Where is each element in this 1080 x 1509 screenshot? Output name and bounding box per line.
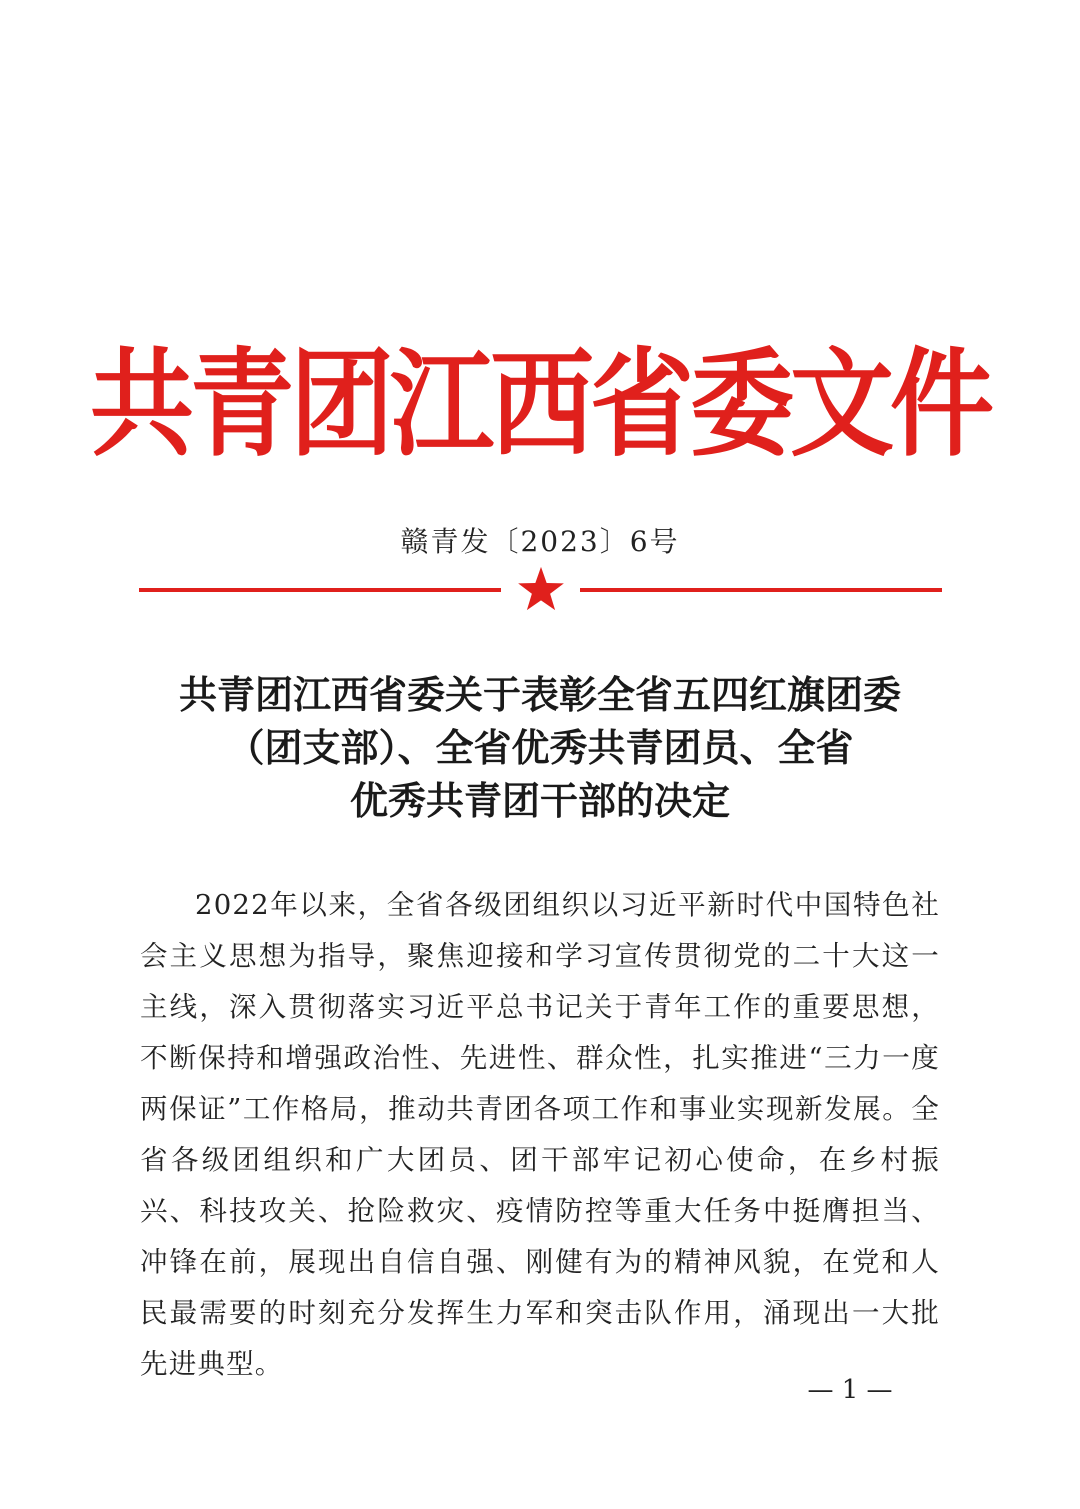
title-line: 优秀共青团干部的决定: [349, 778, 730, 823]
red-star-icon: [517, 565, 565, 613]
body-paragraph: 2022年以来，全省各级团组织以习近平新时代中国特色社会主义思想为指导，聚焦迎接和学习宣传贯彻党的二十大这一主线，深入贯彻落实习近平总书记关于青年工作的重要思想，不断保持和增强政治性、先进性、群众性，扎实推进“三力一度两保证”工作格局，推动共青团各项工作和事业实现新发展。全省各级团组织和广大团员、团干部牢记初心使命，在乡村振兴、科技攻关、抢险救灾、疫情防控等重大任务中挺膺担当、冲锋在前，展现出自信自强、刚健有为的精神风貌，在党和人民最需要的时刻充分发挥生力军和突击队作用，涌现出一大批先进典型。: [140, 889, 940, 1380]
red-rule-right: [580, 588, 942, 592]
page-number: — 1 —: [807, 1375, 893, 1405]
red-rule-left: [139, 588, 501, 592]
issuer-header: 共青团江西省委文件: [89, 334, 990, 473]
document-number: 赣青发〔2023〕6号: [400, 525, 680, 558]
title-line: 共青团江西省委关于表彰全省五四红旗团委: [178, 672, 901, 717]
title-line: （团支部）、全省优秀共青团员、全省: [226, 725, 854, 770]
document-title: [140, 668, 940, 827]
